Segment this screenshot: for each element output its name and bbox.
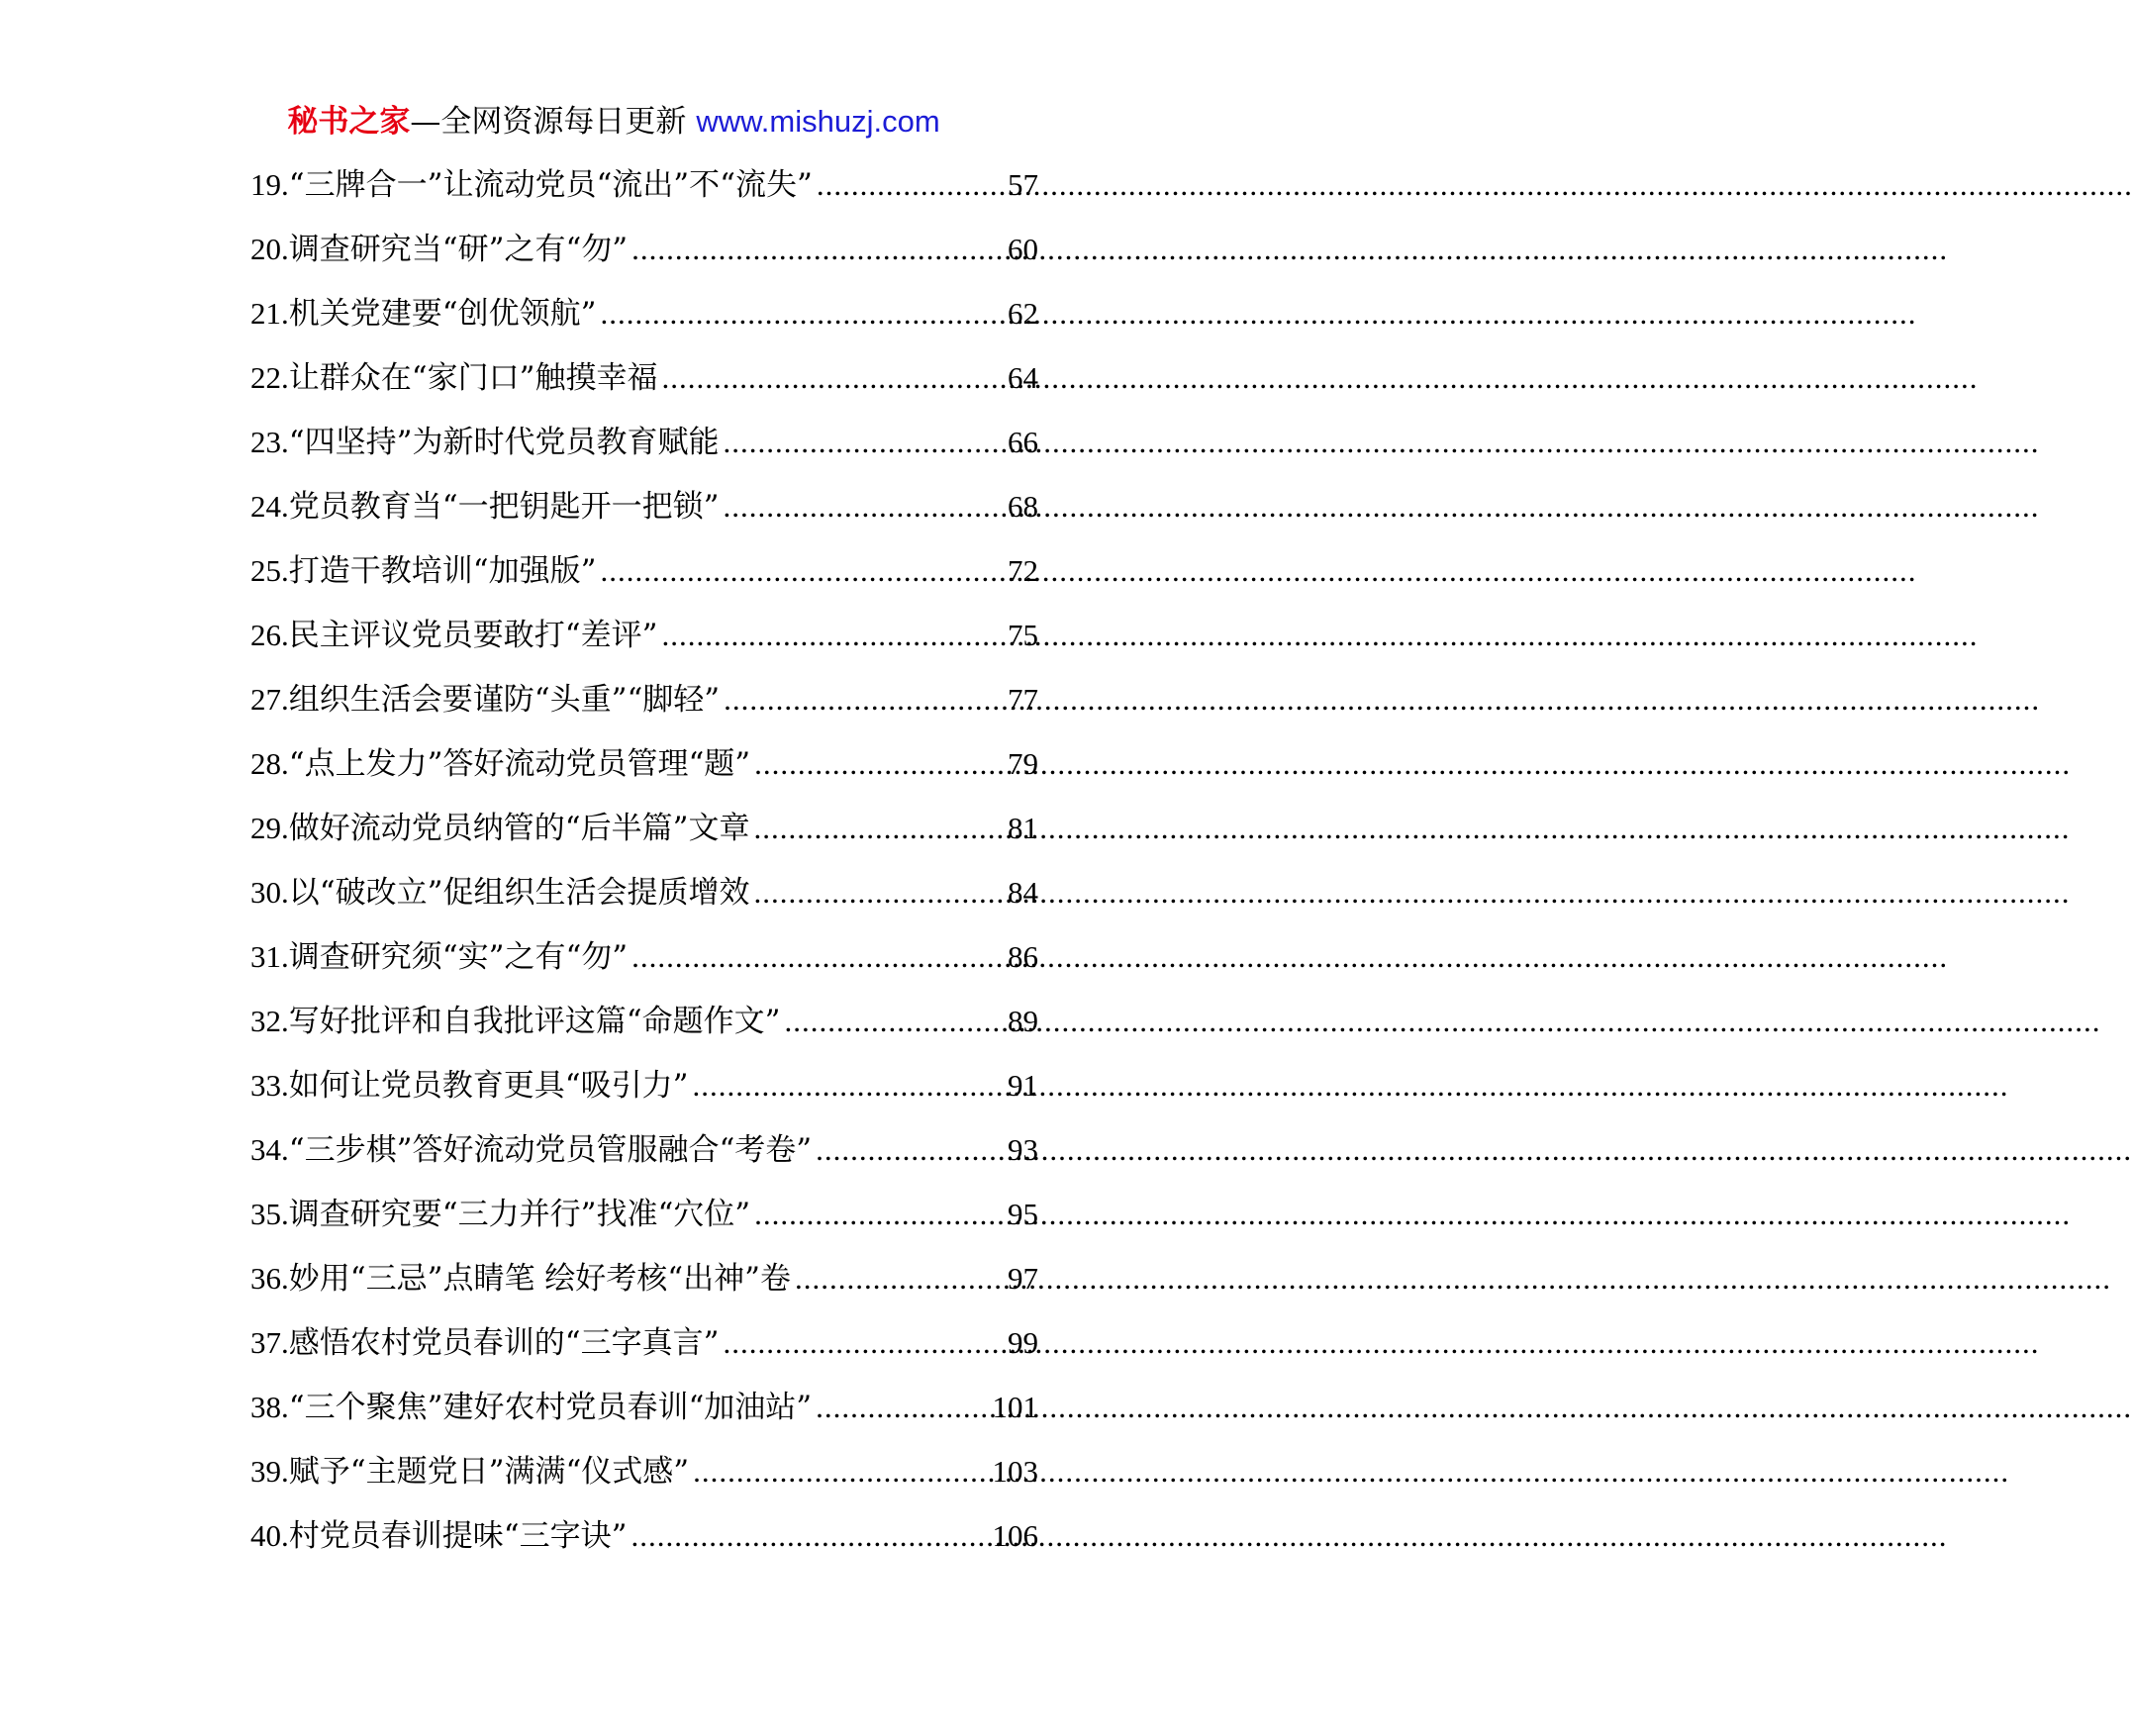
- toc-entry[interactable]: [250, 1127, 1038, 1192]
- toc-entry-number: 31.: [250, 939, 289, 974]
- toc-entry[interactable]: [250, 355, 1038, 420]
- toc-dot-leader: [688, 1063, 1006, 1109]
- toc-entry-number: 35.: [250, 1197, 289, 1231]
- toc-entry-number: 34.: [250, 1132, 289, 1167]
- toc-entry-title: 民主评议党员要敢打“差评”: [288, 618, 658, 653]
- toc-entry-page: 81: [1008, 811, 1038, 845]
- toc-dot-leader: [813, 162, 1006, 208]
- toc-entry[interactable]: [250, 1256, 1038, 1320]
- toc-entry-page: 103: [992, 1454, 1038, 1489]
- toc-entry-page: 64: [1008, 360, 1038, 395]
- toc-dot-leader: [750, 1192, 1006, 1237]
- toc-dot-leader: [657, 355, 1006, 401]
- toc-entry-title: 如何让党员教育更具“吸引力”: [288, 1068, 689, 1104]
- toc-entry-page: 72: [1008, 553, 1038, 588]
- toc-entry[interactable]: [250, 1449, 1038, 1513]
- toc-dot-leader: [689, 1449, 990, 1495]
- toc-entry-title: 调查研究须“实”之有“勿”: [288, 939, 629, 975]
- toc-entry-page: 101: [992, 1390, 1038, 1424]
- toc-entry-page: 75: [1008, 618, 1038, 652]
- toc-entry-title: 感悟农村党员春训的“三字真言”: [288, 1325, 720, 1361]
- toc-entry-number: 22.: [250, 360, 289, 395]
- toc-dot-leader: [719, 420, 1006, 465]
- toc-entry-page: 95: [1008, 1197, 1038, 1231]
- toc-entry-title: “三牌合一”让流动党员“流出”不“流失”: [288, 167, 813, 203]
- toc-entry-title: 做好流动党员纳管的“后半篇”文章: [288, 811, 750, 846]
- toc-entry-number: 23.: [250, 425, 289, 459]
- toc-entry-title: 调查研究当“研”之有“勿”: [288, 232, 629, 267]
- toc-entry-page: 91: [1008, 1068, 1038, 1103]
- toc-entry-number: 32.: [250, 1004, 289, 1038]
- toc-entry[interactable]: [250, 999, 1038, 1063]
- toc-entry-page: 62: [1008, 296, 1038, 331]
- toc-dot-leader: [749, 870, 1006, 916]
- toc-entry[interactable]: [250, 1385, 1038, 1449]
- toc-entry[interactable]: [250, 1513, 1038, 1578]
- toc-entry-page: 77: [1008, 682, 1038, 717]
- toc-entry[interactable]: [250, 1063, 1038, 1127]
- toc-entry[interactable]: [250, 162, 1038, 227]
- toc-dot-leader: [719, 484, 1006, 530]
- toc-entry-title: 赋予“主题党日”满满“仪式感”: [288, 1454, 690, 1490]
- toc-dot-leader: [749, 806, 1006, 851]
- toc-entry-title: 机关党建要“创优领航”: [288, 296, 597, 332]
- toc-entry-number: 30.: [250, 875, 289, 910]
- toc-entry-page: 99: [1008, 1325, 1038, 1360]
- toc-entry-title: 组织生活会要谨防“头重”“脚轻”: [288, 682, 721, 718]
- toc-entry-title: “四坚持”为新时代党员教育赋能: [288, 425, 720, 460]
- toc-dot-leader: [780, 999, 1006, 1044]
- toc-entry-title: “点上发力”答好流动党员管理“题”: [288, 746, 751, 782]
- toc-dot-leader: [628, 934, 1006, 980]
- toc-entry-title: “三个聚焦”建好农村党员春训“加油站”: [288, 1390, 813, 1425]
- table-of-contents: [250, 162, 1038, 1578]
- toc-entry[interactable]: [250, 227, 1038, 291]
- toc-dot-leader: [812, 1385, 990, 1430]
- toc-entry-page: 60: [1008, 232, 1038, 266]
- toc-entry[interactable]: [250, 484, 1038, 548]
- toc-entry-number: 25.: [250, 553, 289, 588]
- toc-dot-leader: [812, 1127, 1006, 1173]
- site-url-link[interactable]: www.mishuzj.com: [696, 104, 940, 139]
- toc-entry-number: 27.: [250, 682, 289, 717]
- toc-entry-page: 68: [1008, 489, 1038, 524]
- toc-entry-title: 调查研究要“三力并行”找准“穴位”: [288, 1197, 751, 1232]
- toc-entry-page: 57: [1008, 167, 1038, 202]
- toc-dot-leader: [596, 291, 1006, 337]
- toc-entry-number: 24.: [250, 489, 289, 524]
- toc-entry-title: 让群众在“家门口”触摸幸福: [288, 360, 658, 396]
- toc-entry-page: 89: [1008, 1004, 1038, 1038]
- toc-entry-page: 79: [1008, 746, 1038, 781]
- toc-entry-number: 20.: [250, 232, 289, 266]
- toc-entry-page: 84: [1008, 875, 1038, 910]
- toc-entry-title: 写好批评和自我批评这篇“命题作文”: [288, 1004, 781, 1039]
- page-header: [0, 99, 1227, 145]
- toc-entry[interactable]: [250, 934, 1038, 999]
- toc-entry[interactable]: [250, 741, 1038, 806]
- toc-entry[interactable]: [250, 1320, 1038, 1385]
- toc-entry-title: 党员教育当“一把钥匙开一把锁”: [288, 489, 720, 525]
- toc-entry[interactable]: [250, 420, 1038, 484]
- toc-entry-number: 37.: [250, 1325, 289, 1360]
- toc-entry-title: 打造干教培训“加强版”: [288, 553, 597, 589]
- toc-entry-page: 66: [1008, 425, 1038, 459]
- toc-dot-leader: [596, 548, 1006, 594]
- toc-entry-number: 36.: [250, 1261, 289, 1296]
- header-tagline: —全网资源每日更新: [410, 104, 687, 140]
- toc-dot-leader: [657, 613, 1006, 658]
- toc-entry-page: 86: [1008, 939, 1038, 974]
- toc-entry-title: 以“破改立”促组织生活会提质增效: [288, 875, 750, 911]
- toc-entry-number: 40.: [250, 1518, 289, 1553]
- toc-entry-title: 村党员春训提味“三字诀”: [288, 1518, 628, 1554]
- toc-entry-number: 28.: [250, 746, 289, 781]
- toc-entry-number: 38.: [250, 1390, 289, 1424]
- toc-dot-leader: [627, 1513, 990, 1559]
- toc-dot-leader: [791, 1256, 1006, 1302]
- toc-dot-leader: [628, 227, 1006, 272]
- toc-dot-leader: [719, 1320, 1006, 1366]
- toc-entry-page: 97: [1008, 1261, 1038, 1296]
- toc-entry[interactable]: [250, 870, 1038, 934]
- toc-dot-leader: [720, 677, 1006, 723]
- toc-entry[interactable]: [250, 806, 1038, 870]
- toc-entry-number: 39.: [250, 1454, 289, 1489]
- toc-entry-title: “三步棋”答好流动党员管服融合“考卷”: [288, 1132, 813, 1168]
- toc-entry-number: 33.: [250, 1068, 289, 1103]
- toc-entry-number: 29.: [250, 811, 289, 845]
- toc-entry-number: 19.: [250, 167, 289, 202]
- brand-name: 秘书之家: [287, 104, 411, 140]
- toc-entry[interactable]: [250, 613, 1038, 677]
- toc-dot-leader: [750, 741, 1006, 787]
- toc-entry-page: 106: [992, 1518, 1038, 1553]
- toc-entry[interactable]: [250, 677, 1038, 741]
- toc-entry[interactable]: [250, 1192, 1038, 1256]
- toc-entry-page: 93: [1008, 1132, 1038, 1167]
- toc-entry[interactable]: [250, 548, 1038, 613]
- toc-entry-number: 21.: [250, 296, 289, 331]
- toc-entry[interactable]: [250, 291, 1038, 355]
- toc-entry-title: 妙用“三忌”点睛笔 绘好考核“出神”卷: [288, 1261, 791, 1297]
- toc-entry-number: 26.: [250, 618, 289, 652]
